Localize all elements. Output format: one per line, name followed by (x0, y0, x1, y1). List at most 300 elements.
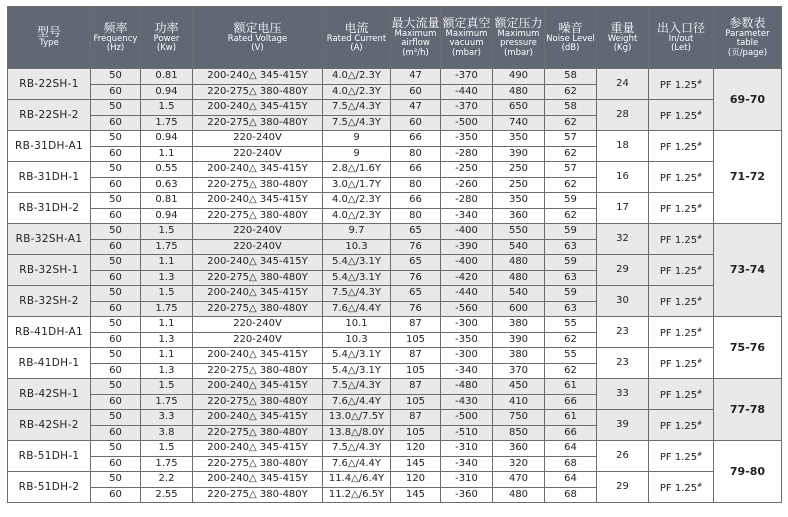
current-cell: 7.5△/4.3Y (323, 115, 391, 131)
voltage-cell: 220-275△ 380-480Y (193, 363, 323, 379)
voltage-cell: 200-240△ 345-415Y (193, 100, 323, 116)
header-zh-label: 型号 (36, 25, 61, 40)
weight-cell: 17 (597, 193, 649, 224)
voltage-cell: 200-240△ 345-415Y (193, 379, 323, 395)
noise-cell: 64 (545, 441, 597, 457)
current-cell: 3.0△/1.7Y (323, 177, 391, 193)
port-cell (649, 193, 714, 224)
frequency-cell: 50 (91, 441, 141, 457)
header-en-label: (Kw) (156, 43, 177, 54)
voltage-cell: 220-275△ 380-480Y (193, 84, 323, 100)
airflow-cell: 76 (391, 301, 441, 317)
header-row (8, 7, 782, 69)
vacuum-cell: -250 (441, 162, 493, 178)
port-footnote-mark: # (697, 419, 703, 427)
power-cell: 0.81 (141, 69, 193, 85)
pressure-cell: 360 (493, 441, 545, 457)
frequency-cell: 50 (91, 379, 141, 395)
noise-cell: 57 (545, 162, 597, 178)
header-en-label: Rated Voltage (227, 33, 288, 44)
noise-cell: 62 (545, 115, 597, 131)
airflow-cell: 80 (391, 177, 441, 193)
spec-table (7, 6, 782, 503)
current-cell: 13.0△/7.5Y (323, 410, 391, 426)
airflow-cell: 145 (391, 487, 441, 503)
frequency-cell: 60 (91, 239, 141, 255)
port-footnote-mark: # (697, 357, 703, 365)
header-max-airflow (391, 7, 441, 69)
frequency-cell: 60 (91, 177, 141, 193)
port-footnote-mark: # (697, 450, 703, 458)
airflow-cell: 120 (391, 441, 441, 457)
airflow-cell: 76 (391, 270, 441, 286)
port-footnote-mark: # (697, 109, 703, 117)
frequency-cell: 60 (91, 115, 141, 131)
header-zh-label: 功率 (154, 20, 179, 35)
airflow-cell: 87 (391, 379, 441, 395)
port-label: PF 1.25 (659, 234, 698, 246)
airflow-cell: 87 (391, 317, 441, 333)
vacuum-cell: -340 (441, 456, 493, 472)
current-cell: 9.7 (323, 224, 391, 240)
airflow-cell: 105 (391, 425, 441, 441)
current-cell: 4.0△/2.3Y (323, 208, 391, 224)
weight-cell: 32 (597, 224, 649, 255)
header-power (141, 7, 193, 69)
noise-cell: 55 (545, 317, 597, 333)
model-cell: RB-51DH-2 (8, 472, 91, 503)
port-footnote-mark: # (697, 233, 703, 241)
voltage-cell: 200-240△ 345-415Y (193, 286, 323, 302)
header-en-label: (Let) (671, 43, 691, 54)
header-en-label: Maximum (497, 29, 540, 40)
vacuum-cell: -370 (441, 69, 493, 85)
vacuum-cell: -300 (441, 317, 493, 333)
power-cell: 1.5 (141, 441, 193, 457)
header-en-label: pressure (500, 38, 537, 49)
power-cell: 0.55 (141, 162, 193, 178)
header-zh-label: 出入口径 (656, 20, 705, 35)
frequency-cell: 50 (91, 100, 141, 116)
header-en-label: Parameter (725, 29, 770, 40)
header-en-label: (mbar) (503, 47, 533, 58)
noise-cell: 59 (545, 255, 597, 271)
noise-cell: 66 (545, 425, 597, 441)
noise-cell: 62 (545, 177, 597, 193)
header-en-label: Frequency (93, 33, 138, 44)
vacuum-cell: -430 (441, 394, 493, 410)
table-row (8, 255, 782, 271)
voltage-cell: 220-240V (193, 131, 323, 147)
current-cell: 7.5△/4.3Y (323, 379, 391, 395)
current-cell: 7.5△/4.3Y (323, 286, 391, 302)
airflow-cell: 105 (391, 363, 441, 379)
header-en-label: Type (39, 38, 59, 49)
current-cell: 7.5△/4.3Y (323, 441, 391, 457)
weight-cell: 30 (597, 286, 649, 317)
current-cell: 5.4△/3.1Y (323, 363, 391, 379)
pressure-cell: 350 (493, 193, 545, 209)
vacuum-cell: -480 (441, 379, 493, 395)
voltage-cell: 220-275△ 380-480Y (193, 208, 323, 224)
airflow-cell: 105 (391, 332, 441, 348)
table-row (8, 193, 782, 209)
airflow-cell: 65 (391, 286, 441, 302)
voltage-cell: 220-240V (193, 332, 323, 348)
power-cell: 1.75 (141, 456, 193, 472)
model-cell: RB-32SH-2 (8, 286, 91, 317)
table-row (8, 379, 782, 395)
power-cell: 3.3 (141, 410, 193, 426)
weight-cell: 39 (597, 410, 649, 441)
pressure-cell: 740 (493, 115, 545, 131)
port-cell (649, 162, 714, 193)
power-cell: 0.94 (141, 84, 193, 100)
pressure-cell: 850 (493, 425, 545, 441)
current-cell: 5.4△/3.1Y (323, 348, 391, 364)
vacuum-cell: -500 (441, 410, 493, 426)
header-en-label: Maximum (445, 29, 488, 40)
header-parameter-table (714, 7, 782, 69)
header-en-label: table (736, 38, 759, 49)
noise-cell: 59 (545, 193, 597, 209)
voltage-cell: 220-240V (193, 317, 323, 333)
vacuum-cell: -420 (441, 270, 493, 286)
weight-cell: 18 (597, 131, 649, 162)
header-en-label: (A) (350, 43, 363, 54)
current-cell: 5.4△/3.1Y (323, 270, 391, 286)
frequency-cell: 50 (91, 410, 141, 426)
voltage-cell: 220-275△ 380-480Y (193, 270, 323, 286)
port-footnote-mark: # (697, 171, 703, 179)
pressure-cell: 750 (493, 410, 545, 426)
header-noise-level (545, 7, 597, 69)
port-label: PF 1.25 (659, 451, 698, 463)
port-cell (649, 255, 714, 286)
power-cell: 1.1 (141, 255, 193, 271)
airflow-cell: 145 (391, 456, 441, 472)
noise-cell: 63 (545, 270, 597, 286)
noise-cell: 61 (545, 410, 597, 426)
frequency-cell: 60 (91, 487, 141, 503)
pressure-cell: 480 (493, 255, 545, 271)
port-footnote-mark: # (697, 78, 703, 86)
table-header (8, 7, 782, 69)
noise-cell: 64 (545, 472, 597, 488)
table-row (8, 441, 782, 457)
current-cell: 9 (323, 146, 391, 162)
power-cell: 1.3 (141, 363, 193, 379)
weight-cell: 24 (597, 69, 649, 100)
airflow-cell: 76 (391, 239, 441, 255)
port-label: PF 1.25 (659, 420, 698, 432)
noise-cell: 57 (545, 131, 597, 147)
power-cell: 3.8 (141, 425, 193, 441)
vacuum-cell: -370 (441, 100, 493, 116)
power-cell: 2.55 (141, 487, 193, 503)
table-row (8, 100, 782, 116)
pressure-cell: 380 (493, 317, 545, 333)
model-cell: RB-41DH-1 (8, 348, 91, 379)
power-cell: 0.63 (141, 177, 193, 193)
pressure-cell: 480 (493, 487, 545, 503)
current-cell: 10.1 (323, 317, 391, 333)
current-cell: 10.3 (323, 239, 391, 255)
header-zh-label: 额定压力 (494, 15, 543, 30)
table-row (8, 162, 782, 178)
table-row (8, 131, 782, 147)
table-row (8, 286, 782, 302)
voltage-cell: 220-275△ 380-480Y (193, 177, 323, 193)
noise-cell: 55 (545, 348, 597, 364)
airflow-cell: 105 (391, 394, 441, 410)
voltage-cell: 200-240△ 345-415Y (193, 441, 323, 457)
port-label: PF 1.25 (659, 141, 698, 153)
airflow-cell: 65 (391, 255, 441, 271)
airflow-cell: 66 (391, 162, 441, 178)
current-cell: 2.8△/1.6Y (323, 162, 391, 178)
header-en-label: (mbar) (451, 47, 481, 58)
voltage-cell: 200-240△ 345-415Y (193, 193, 323, 209)
frequency-cell: 50 (91, 162, 141, 178)
current-cell: 11.2△/6.5Y (323, 487, 391, 503)
vacuum-cell: -350 (441, 131, 493, 147)
model-cell: RB-22SH-1 (8, 69, 91, 100)
noise-cell: 62 (545, 146, 597, 162)
voltage-cell: 220-275△ 380-480Y (193, 394, 323, 410)
header-max-vacuum (441, 7, 493, 69)
port-cell (649, 100, 714, 131)
header-zh-label: 额定真空 (442, 15, 491, 30)
vacuum-cell: -500 (441, 115, 493, 131)
port-label: PF 1.25 (659, 296, 698, 308)
pressure-cell: 450 (493, 379, 545, 395)
header-en-label: (dB) (561, 43, 580, 54)
port-label: PF 1.25 (659, 358, 698, 370)
header-en-label: (Hz) (106, 43, 125, 54)
header-type (8, 7, 91, 69)
header-en-label: (m³/h) (402, 47, 429, 58)
model-cell: RB-51DH-1 (8, 441, 91, 472)
table-row (8, 410, 782, 426)
page-cell: 77-78 (714, 379, 782, 441)
noise-cell: 62 (545, 363, 597, 379)
frequency-cell: 50 (91, 255, 141, 271)
airflow-cell: 65 (391, 224, 441, 240)
pressure-cell: 550 (493, 224, 545, 240)
header-en-label: (V) (251, 43, 264, 54)
current-cell: 9 (323, 131, 391, 147)
vacuum-cell: -310 (441, 472, 493, 488)
frequency-cell: 60 (91, 208, 141, 224)
voltage-cell: 200-240△ 345-415Y (193, 162, 323, 178)
port-cell (649, 69, 714, 100)
power-cell: 1.1 (141, 146, 193, 162)
vacuum-cell: -440 (441, 286, 493, 302)
port-label: PF 1.25 (659, 389, 698, 401)
pressure-cell: 360 (493, 208, 545, 224)
frequency-cell: 60 (91, 84, 141, 100)
frequency-cell: 50 (91, 69, 141, 85)
power-cell: 1.75 (141, 239, 193, 255)
port-footnote-mark: # (697, 140, 703, 148)
weight-cell: 29 (597, 255, 649, 286)
noise-cell: 63 (545, 239, 597, 255)
current-cell: 7.6△/4.4Y (323, 456, 391, 472)
header-en-label: Noise Level (546, 33, 595, 44)
power-cell: 0.94 (141, 131, 193, 147)
power-cell: 1.3 (141, 270, 193, 286)
power-cell: 1.3 (141, 332, 193, 348)
header-en-label: In/out (668, 33, 694, 44)
power-cell: 1.75 (141, 301, 193, 317)
current-cell: 13.8△/8.0Y (323, 425, 391, 441)
header-en-label: (Kg) (613, 43, 632, 54)
power-cell: 1.1 (141, 348, 193, 364)
airflow-cell: 60 (391, 84, 441, 100)
header-in-out (649, 7, 714, 69)
current-cell: 7.6△/4.4Y (323, 301, 391, 317)
airflow-cell: 80 (391, 146, 441, 162)
port-label: PF 1.25 (659, 172, 698, 184)
noise-cell: 68 (545, 456, 597, 472)
port-cell (649, 472, 714, 503)
noise-cell: 61 (545, 379, 597, 395)
weight-cell: 23 (597, 317, 649, 348)
header-rated-voltage (193, 7, 323, 69)
power-cell: 1.1 (141, 317, 193, 333)
port-footnote-mark: # (697, 295, 703, 303)
pressure-cell: 250 (493, 162, 545, 178)
table-row (8, 224, 782, 240)
airflow-cell: 60 (391, 115, 441, 131)
pressure-cell: 350 (493, 131, 545, 147)
model-cell: RB-32SH-A1 (8, 224, 91, 255)
header-zh-label: 电流 (344, 20, 369, 35)
noise-cell: 66 (545, 394, 597, 410)
header-en-label: airflow (401, 38, 430, 49)
power-cell: 1.5 (141, 100, 193, 116)
frequency-cell: 60 (91, 332, 141, 348)
port-cell (649, 317, 714, 348)
frequency-cell: 60 (91, 301, 141, 317)
vacuum-cell: -300 (441, 348, 493, 364)
noise-cell: 62 (545, 208, 597, 224)
weight-cell: 26 (597, 441, 649, 472)
power-cell: 1.75 (141, 115, 193, 131)
port-cell (649, 348, 714, 379)
header-zh-label: 重量 (610, 20, 635, 35)
noise-cell: 63 (545, 301, 597, 317)
port-footnote-mark: # (697, 388, 703, 396)
noise-cell: 68 (545, 487, 597, 503)
vacuum-cell: -400 (441, 224, 493, 240)
port-footnote-mark: # (697, 326, 703, 334)
current-cell: 5.4△/3.1Y (323, 255, 391, 271)
pressure-cell: 650 (493, 100, 545, 116)
model-cell: RB-41DH-A1 (8, 317, 91, 348)
vacuum-cell: -340 (441, 208, 493, 224)
table-body (8, 69, 782, 503)
vacuum-cell: -350 (441, 332, 493, 348)
spec-table-wrapper (7, 6, 781, 503)
airflow-cell: 120 (391, 472, 441, 488)
header-weight (597, 7, 649, 69)
vacuum-cell: -280 (441, 193, 493, 209)
power-cell: 1.5 (141, 379, 193, 395)
frequency-cell: 50 (91, 348, 141, 364)
vacuum-cell: -280 (441, 146, 493, 162)
port-label: PF 1.25 (659, 79, 698, 91)
port-cell (649, 224, 714, 255)
vacuum-cell: -400 (441, 255, 493, 271)
voltage-cell: 220-275△ 380-480Y (193, 115, 323, 131)
model-cell: RB-22SH-2 (8, 100, 91, 131)
current-cell: 11.4△/6.4Y (323, 472, 391, 488)
voltage-cell: 220-275△ 380-480Y (193, 301, 323, 317)
header-zh-label: 频率 (103, 20, 128, 35)
voltage-cell: 220-275△ 380-480Y (193, 425, 323, 441)
page-cell: 71-72 (714, 131, 782, 224)
vacuum-cell: -260 (441, 177, 493, 193)
weight-cell: 23 (597, 348, 649, 379)
table-row (8, 472, 782, 488)
port-label: PF 1.25 (659, 327, 698, 339)
model-cell: RB-42SH-2 (8, 410, 91, 441)
port-label: PF 1.25 (659, 110, 698, 122)
frequency-cell: 60 (91, 146, 141, 162)
header-rated-current (323, 7, 391, 69)
table-row (8, 69, 782, 85)
vacuum-cell: -560 (441, 301, 493, 317)
pressure-cell: 370 (493, 363, 545, 379)
pressure-cell: 380 (493, 348, 545, 364)
airflow-cell: 87 (391, 410, 441, 426)
port-footnote-mark: # (697, 264, 703, 272)
header-en-label: Rated Current (326, 33, 387, 44)
page-cell: 79-80 (714, 441, 782, 503)
frequency-cell: 60 (91, 394, 141, 410)
model-cell: RB-32SH-1 (8, 255, 91, 286)
voltage-cell: 200-240△ 345-415Y (193, 348, 323, 364)
power-cell: 1.75 (141, 394, 193, 410)
header-en-label: Maximum (394, 29, 437, 40)
frequency-cell: 50 (91, 131, 141, 147)
noise-cell: 62 (545, 84, 597, 100)
vacuum-cell: -440 (441, 84, 493, 100)
table-row (8, 348, 782, 364)
vacuum-cell: -340 (441, 363, 493, 379)
voltage-cell: 200-240△ 345-415Y (193, 472, 323, 488)
pressure-cell: 600 (493, 301, 545, 317)
frequency-cell: 60 (91, 363, 141, 379)
weight-cell: 33 (597, 379, 649, 410)
weight-cell: 16 (597, 162, 649, 193)
airflow-cell: 80 (391, 208, 441, 224)
model-cell: RB-31DH-1 (8, 162, 91, 193)
model-cell: RB-31DH-2 (8, 193, 91, 224)
page-cell: 69-70 (714, 69, 782, 131)
power-cell: 0.81 (141, 193, 193, 209)
power-cell: 1.5 (141, 286, 193, 302)
voltage-cell: 220-240V (193, 224, 323, 240)
port-cell (649, 131, 714, 162)
frequency-cell: 50 (91, 286, 141, 302)
pressure-cell: 540 (493, 286, 545, 302)
voltage-cell: 220-240V (193, 239, 323, 255)
noise-cell: 58 (545, 69, 597, 85)
pressure-cell: 470 (493, 472, 545, 488)
